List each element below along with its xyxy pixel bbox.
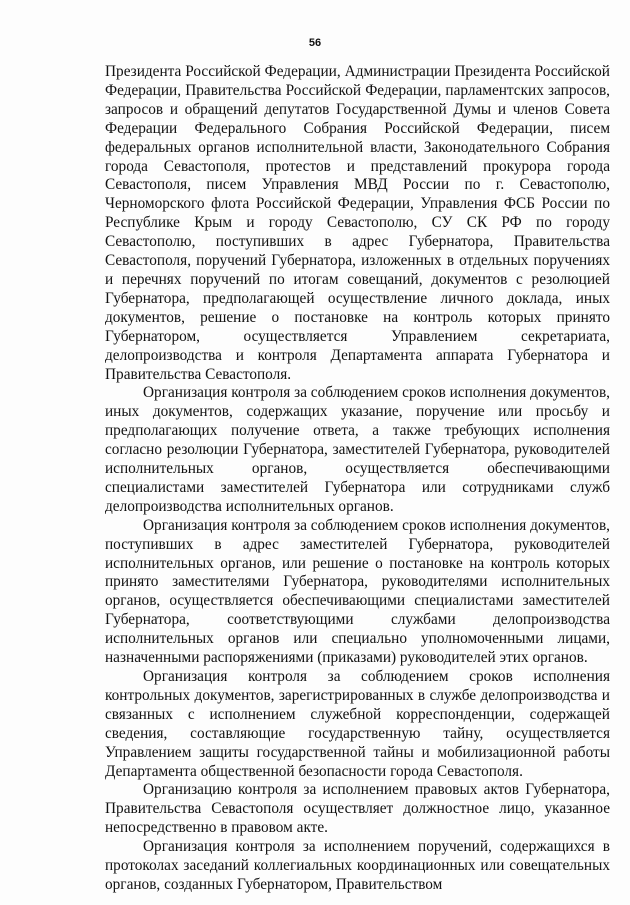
paragraph: Организация контроля за соблюдением сроков исполнения документов, поступивших в адрес заместителей Губернатора, руководителей исполнительных органов, или решение о постановке на контроль которых принято заместителями Губернатора, руководителями исполнительных органов, осуществляется обеспечивающими специалистами заместителей Губернатора, соответствующими службами делопроизводства исполнительных органов или специально уполномоченными лицами, назначенными распоряжениями (приказами) руководителей этих органов. — [105, 516, 610, 667]
page-number: 56 — [308, 37, 322, 49]
paragraph: Организация контроля за исполнением поручений, содержащихся в протоколах заседаний коллегиальных координационных или совещательных органов, созданных Губернатором, Правительством — [105, 838, 610, 893]
paragraph: Организация контроля за соблюдением сроков исполнения контрольных документов, зарегистрированных в службе делопроизводства и связанных с исполнением служебной корреспонденции, содержащей сведения, составляющие государственную тайну, осуществляется Управлением защиты государственной тайны и мобилизационной работы Департамента общественной безопасности города Севастополя. — [105, 668, 610, 780]
paragraph: Организация контроля за соблюдением сроков исполнения документов, иных документов, содержащих указание, поручение или просьбу и предполагающих получение ответа, а также требующих исполнения согласно резолюции Губернатора, заместителей Губернатора, руководителей исполнительных органов, осуществляется обеспечивающими специалистами заместителей Губернатора или сотрудниками служб делопроизводства исполнительных органов. — [105, 384, 610, 515]
paragraph-continuation: Президента Российской Федерации, Администрации Президента Российской Федерации, Правительства Российской Федерации, парламентских запросов, запросов и обращений депутатов Государственной Думы и членов Совета Федерации Федерального Собрания Российской Федерации, писем федеральных органов исполнительной власти, Законодательного Собрания города Севастополя, протестов и представлений прокурора города Севастополя, писем Управления МВД России по г. Севастополю, Черноморского флота Российской Федерации, Управления ФСБ России по Республике Крым и городу Севастополю, СУ СК РФ по городу Севастополю, поступивших в адрес Губернатора, Правительства Севастополя, поручений Губернатора, изложенных в отдельных поручениях и перечнях поручений по итогам совещаний, документов с резолюцией Губернатора, предполагающей осуществление личного доклада, иных документов, решение о постановке на контроль которых принято Губернатором, осуществляется Управлением секретариата, делопроизводства и контроля Департамента аппарата Губернатора и Правительства Севастополя. — [105, 63, 610, 383]
paragraph: Организацию контроля за исполнением правовых актов Губернатора, Правительства Севастополя осуществляет должностное лицо, указанное непосредственно в правовом акте. — [105, 781, 610, 837]
document-body — [105, 63, 610, 895]
